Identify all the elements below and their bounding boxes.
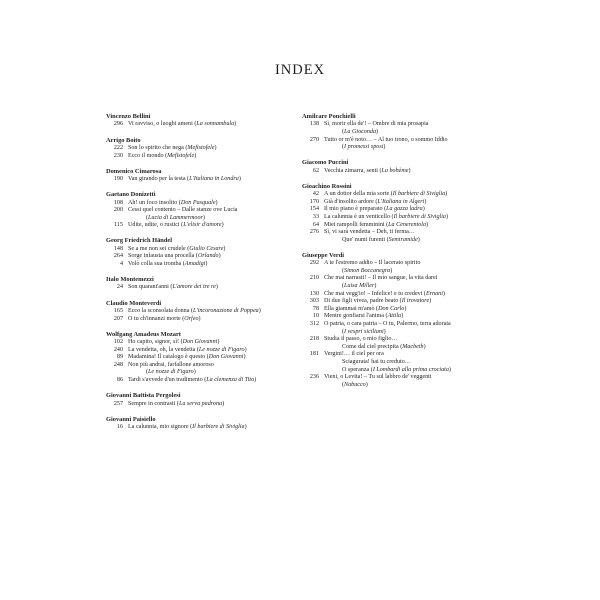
index-entry <box>106 316 294 324</box>
aria-title: Studia il passo, o mio figlio… <box>324 336 398 343</box>
page-spacer <box>302 283 324 291</box>
page-spacer <box>302 237 324 245</box>
page-spacer <box>302 367 324 375</box>
entry-continuation <box>302 359 502 367</box>
page-spacer <box>302 144 324 152</box>
opera-title: Giulio Cesare <box>189 245 224 252</box>
opera-title: Lucia di Lammermoor <box>148 214 203 221</box>
page-number: 257 <box>113 400 123 407</box>
opera-title: Don Giovanni <box>208 354 244 361</box>
page-spacer <box>302 344 324 352</box>
index-entry <box>106 200 294 208</box>
index-entry <box>302 336 502 344</box>
index-entry <box>302 275 502 283</box>
index-entry <box>302 321 502 329</box>
index-column-left <box>106 113 294 439</box>
entry-continuation-text: (La Gioconda) <box>342 129 379 135</box>
page-number: 42 <box>312 191 319 198</box>
composer-block <box>106 300 294 324</box>
opera-title: Macbeth <box>402 343 424 350</box>
aria-title: Ho capito, signor, sì! (Don Giovanni) <box>128 339 220 346</box>
composer-block <box>106 276 294 292</box>
composer-name: Giovanni Paisiello <box>106 415 156 423</box>
composer-block <box>106 392 294 408</box>
composer-block <box>302 159 502 175</box>
page-number: 62 <box>312 167 319 174</box>
page-number: 148 <box>113 245 123 252</box>
opera-title: Il barbiere di Siviglia <box>192 424 245 431</box>
index-entry <box>302 214 502 222</box>
index-entry <box>302 229 502 237</box>
page-number: 165 <box>113 307 123 314</box>
opera-title: Don Giovanni <box>182 339 218 346</box>
aria-title: A un dottor della mia sorte (Il barbiere di Siviglia) <box>324 191 448 198</box>
entry-continuation <box>302 129 502 137</box>
opera-title: Orfeo <box>184 315 199 322</box>
page-number: 236 <box>309 374 319 381</box>
aria-title: Madamina! Il catalogo è questo (Don Giovanni) <box>128 354 246 361</box>
page-number: 200 <box>113 207 123 214</box>
index-entry <box>302 168 502 176</box>
page-number: 292 <box>309 260 319 267</box>
index-entry <box>106 362 294 370</box>
index-entry <box>106 308 294 316</box>
page-spacer <box>302 129 324 137</box>
index-entry <box>106 424 294 432</box>
opera-title: La clemenza di Tito <box>206 377 255 384</box>
aria-title: Sempre in contrasti (La serva padrona) <box>128 400 225 407</box>
opera-title: I Lombardi alla prima crociata <box>372 366 449 373</box>
aria-title: Tutto or m'è noto… – Al tuo trono, o sommo Iddio <box>324 136 448 143</box>
page-number: 154 <box>309 206 319 213</box>
index-column-right <box>302 113 502 397</box>
index-entry <box>106 401 294 409</box>
aria-title: Il mio piano è preparato (La gazza ladra) <box>324 206 425 213</box>
entry-continuation <box>302 344 502 352</box>
composer-name: Arrigo Boito <box>106 136 141 144</box>
index-entry <box>106 354 294 362</box>
aria-title: Son lo spirito che nega (Mefistofele) <box>128 144 217 151</box>
composer-block <box>106 168 294 184</box>
aria-title: Van girando per la testa (L'Italiana in Londra) <box>128 176 241 182</box>
aria-title: Ecco la sconsolata donna (L'incoronazione di Poppea) <box>128 307 261 314</box>
aria-title: La vendetta, oh, la vendetta (Le nozze di Figaro) <box>128 346 247 353</box>
opera-title: La serva padrona <box>178 400 223 407</box>
aria-title: Che mai narrasti! – Il mio sangue, la vita darei <box>324 275 438 282</box>
opera-title: Mefistofele <box>167 152 195 159</box>
page-number: 24 <box>116 284 123 291</box>
aria-title: Ecco il mondo (Mefistofele) <box>128 152 197 159</box>
page-number: 10 <box>312 313 319 320</box>
opera-title: Don Carlo <box>378 305 405 312</box>
aria-title: Son quarant'anni (L'amore dei tre re) <box>128 284 218 291</box>
opera-title: La Gioconda <box>344 129 377 135</box>
page-number: 276 <box>309 229 319 236</box>
page-number: 181 <box>309 351 319 358</box>
entry-continuation <box>302 237 502 245</box>
aria-title: Non più andrai, farfallone amoroso <box>128 361 214 368</box>
page-number: 248 <box>113 361 123 368</box>
aria-title: O tu ch'innanzi morte (Orfeo) <box>128 315 201 322</box>
page-number: 218 <box>309 336 319 343</box>
index-entry <box>106 121 294 129</box>
page-number: 264 <box>113 253 123 260</box>
composer-block <box>106 137 294 161</box>
page-number: 4 <box>119 260 123 267</box>
composer-name: Wolfgang Amadeus Mozart <box>106 330 181 338</box>
page-number: 115 <box>114 222 123 229</box>
opera-title: Attila <box>387 313 402 320</box>
opera-title: Mefistofele <box>187 144 215 151</box>
composer-block <box>106 416 294 432</box>
aria-title: Vecchia zimarra, senti (La bohème) <box>324 167 411 174</box>
page-spacer <box>302 268 324 276</box>
opera-title: Amadigi <box>184 260 206 267</box>
index-entry <box>302 121 502 129</box>
opera-title: Ernani <box>425 290 443 297</box>
entry-continuation-text: (Le nozze di Figaro) <box>146 369 196 376</box>
opera-title: L'Italiana in Algeri <box>377 198 425 205</box>
page-number: 78 <box>312 305 319 312</box>
page-number: 108 <box>113 199 123 206</box>
aria-title: Ah! un foco insolito (Don Pasquale) <box>128 199 218 206</box>
page-spacer <box>302 359 324 367</box>
entry-continuation-text: (Lucia di Lammermoor) <box>146 214 205 221</box>
page-title: INDEX <box>274 62 326 78</box>
aria-title: Mentre gonfiarsi l'anima (Attila) <box>324 313 404 320</box>
composer-name: Vincenzo Bellini <box>106 113 151 120</box>
aria-title: Di due figli vivea, padre beato (Il trovatore) <box>324 298 432 305</box>
index-entry <box>106 339 294 347</box>
opera-title: La sonnambula <box>196 121 235 128</box>
opera-title: La Cenerentola <box>388 221 427 228</box>
composer-name: Giacomo Puccini <box>302 159 349 167</box>
page-number: 138 <box>309 121 319 128</box>
opera-title: Orlando <box>197 253 219 260</box>
composer-name: Gioachino Rossini <box>302 182 352 190</box>
opera-title: Le nozze di Figaro <box>198 346 245 353</box>
page-number: 64 <box>312 221 319 228</box>
composer-block <box>106 113 294 129</box>
index-entry <box>302 137 502 145</box>
entry-continuation-text: (I vespri siciliani) <box>342 328 386 335</box>
aria-title: Vergini!… il ciel per ora <box>324 351 384 358</box>
index-entry <box>106 284 294 292</box>
aria-title: Vi ravviso, o luoghi ameni (La sonnambula) <box>128 121 237 128</box>
page-number: 89 <box>116 354 123 361</box>
composer-name: Amilcare Ponchielli <box>302 113 356 120</box>
composer-block <box>302 252 502 390</box>
page-number: 207 <box>113 315 123 322</box>
opera-title: L'incoronazione di Poppea <box>193 307 259 314</box>
page-number: 190 <box>113 176 123 182</box>
index-entry <box>302 313 502 321</box>
opera-title: Simon Boccanegra <box>344 267 391 274</box>
entry-continuation-text: Que' numi furenti (Semiramide) <box>342 236 420 243</box>
opera-title: Nabucco <box>344 381 366 388</box>
aria-title: La calunnia è un venticello (Il barbiere di Siviglia) <box>324 213 449 220</box>
index-entry <box>106 176 294 184</box>
page-spacer <box>302 382 324 390</box>
composer-name: Georg Friedrich Händel <box>106 237 173 245</box>
entry-continuation-text: (Simon Boccanegra) <box>342 267 393 274</box>
composer-name: Gaetano Donizetti <box>106 191 156 199</box>
opera-title: La bohème <box>381 167 409 174</box>
page-number: 222 <box>113 144 123 151</box>
composer-block <box>106 237 294 268</box>
page-number: 312 <box>309 321 319 327</box>
index-entry <box>302 298 502 306</box>
page-number: 130 <box>309 290 319 297</box>
composer-name: Giovanni Battista Pergolesi <box>106 392 181 400</box>
page-number: 303 <box>309 298 319 305</box>
index-entry <box>302 351 502 359</box>
index-entry <box>106 253 294 261</box>
opera-title: Semiramide <box>388 236 418 243</box>
opera-title: I vespri siciliani <box>344 328 384 335</box>
aria-title: O patria, o cara patria – O tu, Palermo, terra adorata <box>324 321 451 327</box>
index-entry <box>302 206 502 214</box>
page-number: 86 <box>116 377 123 384</box>
opera-title: Don Pasquale <box>180 199 216 206</box>
index-entry <box>106 153 294 161</box>
page-number: 16 <box>116 424 123 431</box>
composer-block <box>302 113 502 152</box>
composer-name: Claudio Monteverdi <box>106 299 162 307</box>
entry-continuation-text: (I promessi sposi) <box>342 144 386 151</box>
opera-title: I promessi sposi <box>344 144 384 151</box>
aria-title: Udite, udite, o rustici (L'elisir d'amore) <box>128 222 224 229</box>
opera-title: Il barbiere di Siviglia <box>393 213 446 220</box>
page-spacer <box>106 369 128 377</box>
aria-title: Sì, vi sarà vendetta – Deh, ti ferma… <box>324 229 415 236</box>
opera-title: Le nozze di Figaro <box>148 369 194 376</box>
aria-title: A te l'estremo addio – Il lacerato spirito <box>324 260 421 267</box>
aria-title: La calunnia, mio signore (Il barbiere di Siviglia) <box>128 424 247 431</box>
entry-continuation <box>106 369 294 377</box>
index-entry <box>106 261 294 269</box>
entry-continuation <box>302 382 502 390</box>
page-number: 102 <box>113 339 123 346</box>
composer-name: Italo Montemezzi <box>106 276 154 284</box>
entry-continuation-text: (Nabucco) <box>342 381 368 388</box>
page-spacer <box>106 215 128 223</box>
opera-title: L'amore dei tre re <box>172 284 216 291</box>
index-entry <box>302 191 502 199</box>
page-number: 170 <box>309 198 319 205</box>
aria-title: Volò colla sua tromba (Amadigi) <box>128 260 208 267</box>
entry-continuation <box>302 144 502 152</box>
entry-continuation <box>302 367 502 375</box>
opera-title: Luisa Miller <box>344 283 375 290</box>
aria-title: Se a me non sei crudele (Giulio Cesare) <box>128 245 226 252</box>
entry-continuation-text: (Luisa Miller) <box>342 283 377 290</box>
opera-title: Il trovatore <box>401 298 430 305</box>
aria-title: Cessi quel contento – Dalle stanze ove Lucia <box>128 207 238 214</box>
page-number: 33 <box>312 213 319 220</box>
index-entry <box>302 260 502 268</box>
entry-continuation <box>302 268 502 276</box>
entry-continuation-text: Come dal ciel precipita (Macbeth) <box>342 343 426 350</box>
opera-title: L'Italiana in Londra <box>189 176 239 182</box>
index-entry <box>106 222 294 230</box>
opera-title: L'elisir d'amore <box>183 222 222 229</box>
composer-block <box>106 191 294 230</box>
entry-continuation-text: Sciagurata! hai tu creduto… <box>342 358 411 365</box>
page-number: 296 <box>113 121 123 128</box>
aria-title: Già d'insolito ardore (L'Italiana in Algeri) <box>324 198 427 205</box>
entry-continuation-text: O speranza (I Lombardi alla prima crociata) <box>342 366 451 373</box>
index-entry <box>106 207 294 215</box>
composer-name: Giuseppe Verdi <box>302 251 345 259</box>
index-entry <box>106 377 294 385</box>
page-number: 240 <box>113 346 123 353</box>
composer-name: Domenico Cimarosa <box>106 167 162 175</box>
composer-block <box>106 331 294 385</box>
composer-block <box>302 183 502 245</box>
aria-title: Tardi s'avvede d'un tradimento (La clemenza di Tito) <box>128 377 257 384</box>
opera-title: Il barbiere di Siviglia <box>392 191 446 198</box>
index-entry <box>302 374 502 382</box>
aria-title: Vieni, o Levita! – Tu sul labbro de' veggenti <box>324 374 432 381</box>
page-number: 210 <box>309 275 319 282</box>
aria-title: Miei rampolli femminini (La Cenerentola) <box>324 221 429 228</box>
page-number: 230 <box>113 152 123 159</box>
aria-title: Sorge infausta una procella (Orlando) <box>128 253 221 260</box>
page-spacer <box>302 329 324 337</box>
aria-title: Ella giammai m'amò (Don Carlo) <box>324 305 407 312</box>
index-entry <box>106 145 294 153</box>
aria-title: Sì, morir ella de'! – Ombre di mia prosapia <box>324 121 429 128</box>
opera-title: La gazza ladra <box>386 206 423 213</box>
page-number: 270 <box>309 136 319 143</box>
aria-title: Che mai vegg'io! – Infelice! e tu credevi (Ernani) <box>324 290 445 297</box>
entry-continuation <box>302 283 502 291</box>
